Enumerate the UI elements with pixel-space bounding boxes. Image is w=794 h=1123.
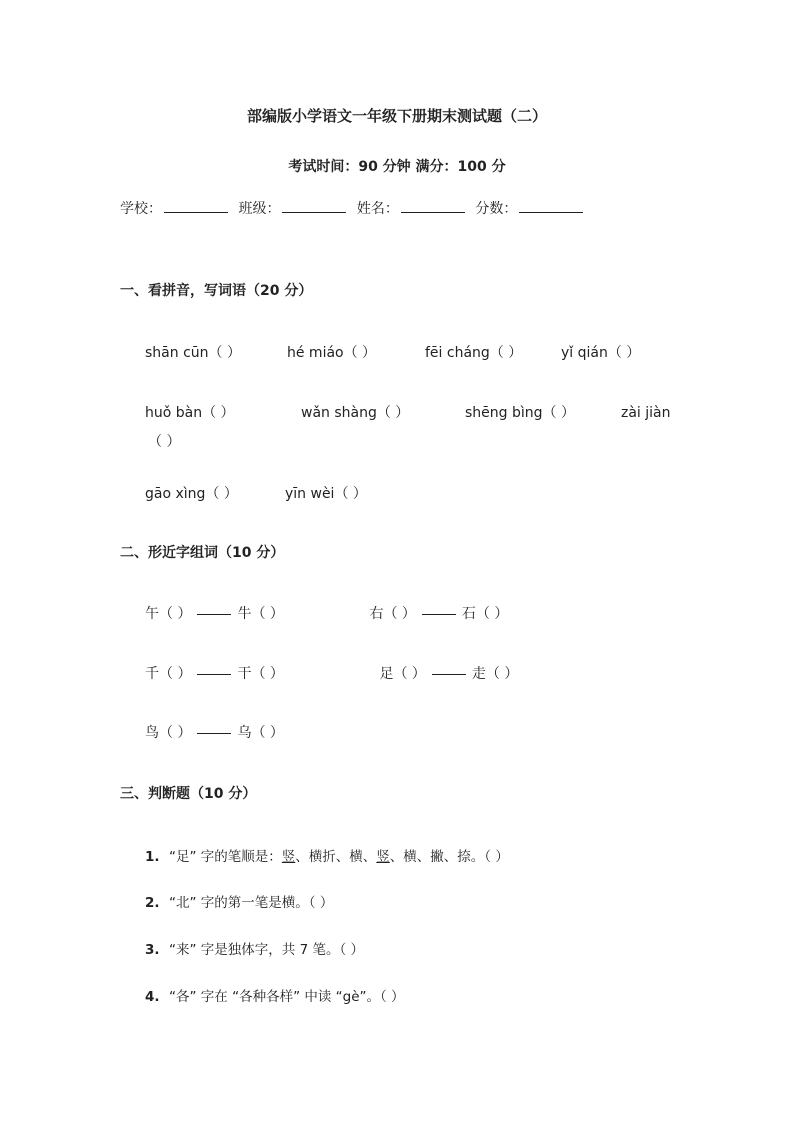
question-number: 3. xyxy=(145,942,160,958)
pinyin-row xyxy=(145,483,367,503)
student-info-line xyxy=(120,198,589,218)
section-heading: 一、看拼音，写词语（20 分） xyxy=(120,283,313,299)
question-text: 、横折、横、 xyxy=(295,849,377,865)
question-number: 4. xyxy=(145,989,160,1005)
class-label: 班级： xyxy=(238,201,281,217)
underlined-stroke: 竖 xyxy=(281,849,296,865)
pinyin-item: zài jiàn xyxy=(621,405,671,421)
question-text: “各” 字在 “各种各样” 中读 “gè”。（ ） xyxy=(169,989,405,1005)
question-item xyxy=(145,845,509,865)
char: 午 xyxy=(145,606,159,622)
answer-paren: （ ） xyxy=(393,666,426,682)
pinyin-item: gāo xìng（ ） xyxy=(145,486,238,502)
underlined-stroke: 竖 xyxy=(376,849,390,865)
question-text: “来” 字是独体字，共 7 笔。（ ） xyxy=(169,942,364,958)
char-pair xyxy=(145,603,365,623)
question-item xyxy=(145,985,405,1005)
question-number: 1. xyxy=(145,849,160,865)
pinyin-item: shēng bìng（ ） xyxy=(465,405,575,421)
char: 石 xyxy=(461,606,476,622)
char-pair-row xyxy=(145,603,508,623)
char: 千 xyxy=(145,666,159,682)
question-text: “足” 字的笔顺是： xyxy=(169,849,282,865)
dash-line xyxy=(432,674,466,675)
char: 足 xyxy=(379,666,394,682)
char-pair xyxy=(145,722,284,742)
answer-paren: （ ） xyxy=(251,725,284,741)
name-label: 姓名： xyxy=(356,201,399,217)
class-blank[interactable] xyxy=(282,198,346,213)
question-item xyxy=(145,891,333,911)
answer-paren: （ ） xyxy=(485,666,519,682)
dash-line xyxy=(197,733,231,734)
char: 牛 xyxy=(237,606,252,622)
pinyin-row xyxy=(148,431,180,451)
page-title: 部编版小学语文一年级下册期末测试题（二） xyxy=(246,107,547,125)
score-blank[interactable] xyxy=(519,198,583,213)
char-pair xyxy=(145,663,375,683)
char: 走 xyxy=(471,666,486,682)
answer-paren: （ ） xyxy=(159,606,192,622)
pinyin-item: fēi cháng（ ） xyxy=(425,345,523,361)
answer-paren: （ ） xyxy=(251,666,284,682)
char: 乌 xyxy=(237,725,252,741)
school-blank[interactable] xyxy=(164,198,228,213)
school-label: 学校： xyxy=(120,201,162,217)
char: 鸟 xyxy=(145,725,159,741)
char-pair-row xyxy=(145,722,284,742)
question-item xyxy=(145,938,364,958)
pinyin-item: （ ） xyxy=(148,434,181,450)
char-pair xyxy=(379,663,518,683)
pinyin-item: yīn wèi（ ） xyxy=(285,486,367,502)
exam-info: 考试时间：90 分钟 满分：100 分 xyxy=(288,159,506,175)
answer-paren: （ ） xyxy=(251,606,284,622)
char: 右 xyxy=(369,606,384,622)
char: 干 xyxy=(237,666,252,682)
question-text: “北” 字的第一笔是横。（ ） xyxy=(169,895,334,911)
char-pair xyxy=(369,603,508,623)
dash-line xyxy=(197,674,231,675)
section-heading: 三、判断题（10 分） xyxy=(120,786,257,802)
answer-paren: （ ） xyxy=(475,606,509,622)
pinyin-item: huǒ bàn（ ） xyxy=(145,405,235,421)
pinyin-row xyxy=(145,402,671,422)
pinyin-item: hé miáo（ ） xyxy=(287,345,377,361)
pinyin-item: yǐ qián（ ） xyxy=(561,345,641,361)
char-pair-row xyxy=(145,663,518,683)
score-label: 分数： xyxy=(475,201,518,217)
dash-line xyxy=(197,614,231,615)
name-blank[interactable] xyxy=(401,198,465,213)
pinyin-row xyxy=(145,342,640,362)
answer-paren: （ ） xyxy=(383,606,416,622)
answer-paren: （ ） xyxy=(159,666,192,682)
pinyin-item: wǎn shàng（ ） xyxy=(301,405,410,421)
dash-line xyxy=(422,614,456,615)
question-text: 、横、撇、捺。（ ） xyxy=(389,849,509,865)
pinyin-item: shān cūn（ ） xyxy=(145,345,241,361)
question-number: 2. xyxy=(145,895,160,911)
answer-paren: （ ） xyxy=(159,725,192,741)
section-heading: 二、形近字组词（10 分） xyxy=(120,545,285,561)
